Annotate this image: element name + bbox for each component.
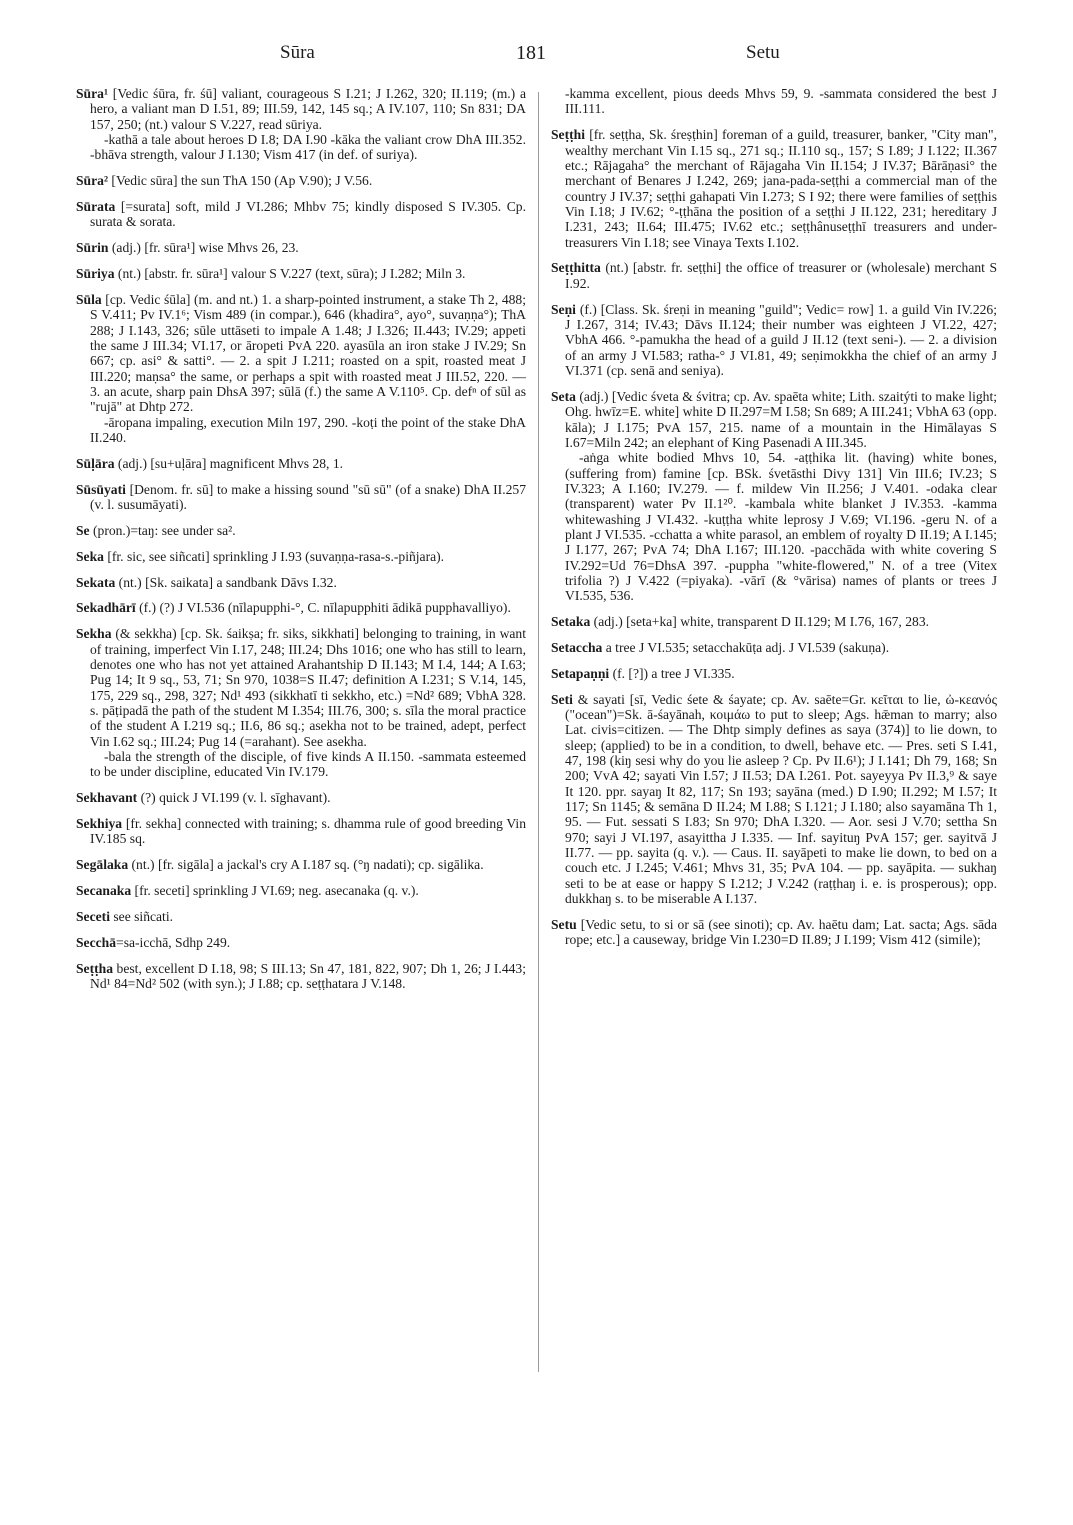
- entry-definition: best, excellent D I.18, 98; S III.13; Sn 47, 181, 822, 907; Dh 1, 26; J I.443; Nd¹ 84=Nd² 502 (with syn.); J I.88; cp. seṭṭhatara J V.148.: [90, 960, 526, 991]
- entry-definition: (& sekkha) [cp. Sk. śaikṣa; fr. siks, sikkhati] belonging to training, in want of training, imperfect Vin I.17, 248; III.24; Dhs 1016; one who has still to learn, denotes one who has not yet attained Arahantship D II.143; M I.4, 144; A I.63; Pug 14; It 9 sq., 53, 71; Sn 970, 1038=S II.47; definition A I.231; S V.14, 145, 175, 229 sq., 298, 327; Nd¹ 493 (sikkhatī ti sekkho, etc.) =Nd² 689; VbhA 328. s. pāṭipadā the path of the student M I.354; III.76, 300; s. sīla the moral practice of the student A I.219 sq.; II.6, 86 sq.; asekha not to be trained, adept, perfect Vin I.62 sq.; III.24; Pug 14 (=arahant). See asekha.: [90, 626, 526, 749]
- entry-headword: Secchā: [76, 934, 117, 950]
- entry-definition: [Denom. fr. sū] to make a hissing sound "sū sū" (of a snake) DhA II.257 (v. l. susumāyati).: [90, 481, 526, 513]
- entry-compounds: -āropana impaling, execution Miln 197, 290. -koṭi the point of the stake DhA II.240.: [90, 414, 526, 446]
- entry-definition: [=surata] soft, mild J VI.286; Mhbv 75; kindly disposed S IV.305. Cp. surata & sorata.: [90, 199, 526, 230]
- entry-definition: see siñcati.: [109, 908, 174, 924]
- entry-headword: Setu: [551, 917, 577, 932]
- dictionary-entry: [76, 549, 526, 564]
- dictionary-entry: [551, 260, 997, 291]
- entry-definition: [fr. sekha] connected with training; s. dhamma rule of good breeding Vin IV.185 sq.: [90, 816, 526, 847]
- entry-headword: Secanaka: [76, 883, 132, 899]
- dictionary-entry: [76, 86, 526, 163]
- dictionary-entry: [76, 857, 526, 872]
- dictionary-entry: [76, 240, 526, 255]
- entry-headword: Sūḷāra: [76, 455, 115, 471]
- entry-definition: (f.) (?) J VI.536 (nīlapupphi-°, C. nīlapupphiti ādikā pupphavalliyo).: [135, 600, 511, 616]
- entry-headword: Seṇi: [551, 301, 576, 317]
- entry-definition: (nt.) [Sk. saikata] a sandbank Dāvs I.32.: [115, 574, 337, 590]
- entry-compounds: -bala the strength of the disciple, of five kinds A II.150. -sammata esteemed to be under discipline, educated Vin IV.179.: [90, 749, 526, 780]
- entry-headword: Sūriya: [76, 266, 115, 282]
- entry-headword: Seṭṭhitta: [551, 260, 601, 276]
- dictionary-entry: [551, 302, 997, 379]
- entry-definition: (?) quick J VI.199 (v. l. sīghavant).: [137, 790, 331, 806]
- entry-definition: & sayati [sī, Vedic śete & śayate; cp. Av. saēte=Gr. κεῖται to lie, ὠ-κεανός ("ocean")=Sk. ā-śayānah, κοιμάω to put to sleep; Ags. hǣman to marry; also Lat. civis=citizen. — The Dhtp simply defines as saya (374)] to lie down, to sleep; (applied) to be in a condition, to dwell, behave etc. — Pres. seti S I.41, 47, 198 (kiŋ sesi why do you lie asleep ? Cp. Pv II.6¹); J I.141; Dh 79, 168; Sn 200; VvA 42; sayati Vin I.57; J II.53; DA I.261. Pot. sayeyya Pv II.3,⁹ & saye It 120. ppr. sayaŋ It 82, 117; Sn 193; sayāna (med.) D I.90; II.292; M I.57; It 117; Sn 1145; & semāna D II.24; M I.88; S I.121; J I.180; also sayamāna Th 1, 95. — Fut. sessati S I.83; Sn 970; DhA I.320. — Aor. sesi J V.70; settha Sn 970; sayi J VI.197, asayittha J I.335. — Inf. sayituŋ PvA 157; ger. sayitvā J II.77. — pp. sayita (q. v.). — Caus. II. sayāpeti to make lie down, to bed on a couch etc. J I.245; V.461; Mhvs 31, 35; PvA 104. — pp. sayāpita. — sukhaŋ seti to be at ease or happy S I.212; J V.242 (raṭṭhaŋ i. e. is prosperous); opp. dukkhaŋ s. to be miserable A I.137.: [565, 691, 997, 907]
- entry-headword: Se: [76, 522, 90, 538]
- entry-definition: (f. [?]) a tree J VI.335.: [609, 665, 735, 681]
- entry-headword: Sekhiya: [76, 816, 123, 832]
- entry-headword: Sūsūyati: [76, 481, 126, 497]
- dictionary-entry: [76, 935, 526, 950]
- dictionary-entry: [76, 523, 526, 538]
- entry-headword: Sūrin: [76, 240, 109, 256]
- dictionary-entry: [551, 86, 997, 117]
- dictionary-entry: [551, 640, 997, 655]
- entry-headword: Sekhavant: [76, 790, 138, 806]
- page-header: [0, 42, 1073, 72]
- column-divider: [538, 92, 539, 1372]
- dictionary-entry: [76, 961, 526, 992]
- entry-headword: Segālaka: [76, 857, 129, 873]
- entry-definition: (f.) [Class. Sk. śreṇi in meaning "guild"; Vedic= row] 1. a guild Vin IV.226; J I.267, 314; IV.43; Dāvs II.124; their number was eighteen J VI.22, 427; VbhA 466. °-pamukha the head of a guild J II.12 (text seni-). — 2. a division of an army J VI.583; ratha-° J VI.81, 49; seṇimokkha the chief of an army J VI.371 (cp. senā and seniya).: [565, 301, 997, 378]
- entry-headword: Sūra²: [76, 173, 109, 189]
- entry-definition: a tree J VI.535; setacchakūṭa adj. J VI.539 (sakuṇa).: [602, 640, 890, 655]
- dictionary-entry: [76, 790, 526, 805]
- entry-definition: =sa-icchā, Sdhp 249.: [116, 934, 231, 950]
- dictionary-entry: [76, 292, 526, 445]
- header-right-guideword: Setu: [746, 42, 780, 63]
- dictionary-entry: [76, 816, 526, 847]
- entry-definition: [fr. sic, see siñcati] sprinkling J I.93 (suvaṇṇa-rasa-s.-piñjara).: [103, 548, 445, 564]
- entry-headword: Sekata: [76, 574, 116, 590]
- entry-compounds: -kathā a tale about heroes D I.8; DA I.90 -kāka the valiant crow DhA III.352. -bhāva strength, valour J I.130; Vism 417 (in def. of suriya).: [90, 132, 526, 163]
- dictionary-entry: [76, 173, 526, 188]
- dictionary-entry: [551, 389, 997, 604]
- entry-definition: (adj.) [fr. sūra¹] wise Mhvs 26, 23.: [108, 240, 299, 256]
- entry-definition: [fr. seṭṭha, Sk. śreṣṭhin] foreman of a guild, treasurer, banker, "City man", wealthy merchant Vin I.15 sq., 271 sq.; II.110 sq., 157; S I.89; J I.122; II.367 etc.; Rājagaha° the merchant of Rājagaha Vin II.154; J IV.37; Bārāṇasi° the merchant of Benares J I.242, 269; jana-pada-seṭṭhi a commercial man of the country J IV.37; seṭṭhi gahapati Vin I.273; S I 92; there were families of seṭṭhis Vin I.18; J IV.62; °-ṭṭhāna the position of a seṭṭhi J II.122, 231; hereditary J I.231, 243; II.64; III.475; IV.62 etc.; seṭṭhânuseṭṭhī treasurers and under-treasurers Vin I.18; see Vinaya Texts I.102.: [565, 127, 997, 250]
- entry-definition: (nt.) [fr. sigāla] a jackal's cry A I.187 sq. (°ŋ nadati); cp. sigālika.: [128, 857, 484, 873]
- entry-definition: (adj.) [seta+ka] white, transparent D II.129; M I.76, 167, 283.: [590, 614, 930, 630]
- dictionary-entry: [76, 266, 526, 281]
- dictionary-entry: [76, 575, 526, 590]
- header-left-guideword: Sūra: [280, 42, 315, 63]
- dictionary-entry: [551, 127, 997, 250]
- left-column: [76, 86, 526, 1002]
- dictionary-entry: [76, 883, 526, 898]
- entry-headword: Seceti: [76, 908, 110, 924]
- entry-definition: (pron.)=taŋ: see under sa².: [89, 522, 236, 538]
- dictionary-entry: [76, 482, 526, 513]
- entry-compounds: -aṅga white bodied Mhvs 10, 54. -aṭṭhika lit. (having) white bones, (suffering from) famine [cp. BSk. śvetāsthi Divy 131] Vin III.6; IV.23; S IV.323; A I.160; IV.279. — f. mildew Vin II.256; J V.401. -odaka clear (transparent) water Pv II.1²⁰. -kambala white blanket J IV.353. -kamma whitewashing J VI.432. -kuṭṭha white leprosy J V.69; VI.196. -geru N. of a plant J VI.535. -cchatta a white parasol, an emblem of royalty D II.19; A I.145; J I.177, 267; PvA 74; DhA I.167; III.120. -pacchāda with white covering S IV.292=Ud 76=DhsA 397. -puppha "white-flowered," N. of a tree (Vitex trifolia ?) J V.422 (=piyaka). -vārī (& °vārisa) names of plants or trees J VI.535, 536.: [565, 450, 997, 604]
- entry-definition: (adj.) [su+uḷāra] magnificent Mhvs 28, 1.: [114, 455, 344, 471]
- entry-definition: [fr. seceti] sprinkling J VI.69; neg. asecanaka (q. v.).: [131, 883, 419, 899]
- entry-definition: (nt.) [abstr. fr. sūra¹] valour S V.227 (text, sūra); J I.282; Miln 3.: [114, 266, 466, 282]
- entry-definition: [cp. Vedic śūla] (m. and nt.) 1. a sharp-pointed instrument, a stake Th 2, 488; S V.411; Pv IV.1⁶; Vism 489 (in compar.), 646 (khadira°, ayo°, suvaṇṇa°); ThA 288; J I.143, 326; sūle uttāseti to impale A 1.48; J I.326; II.443; IV.29; appeti the same J III.34; VI.17, or āropeti PvA 220. ayasūla an iron stake J IV.29; Sn 667; cp. asi° & satti°. — 2. a spit J I.211; roasted on a spit, roasted meat J III.220; maṇsa° the same, or perhaps a spit with roasted meat J III.52, 220. — 3. an acute, sharp pain DhsA 397; sūlā (f.) the same A V.110⁵. Cp. defⁿ of sūl as "rujā" at Dhtp 272.: [90, 291, 526, 415]
- entry-definition: (nt.) [abstr. fr. seṭṭhi] the office of treasurer or (wholesale) merchant S I.92.: [565, 260, 997, 291]
- entry-headword: Seka: [76, 548, 104, 564]
- dictionary-entry: [76, 909, 526, 924]
- dictionary-entry: [551, 614, 997, 629]
- entry-headword: Setaka: [551, 614, 591, 630]
- entry-headword: Setapaṇṇi: [551, 665, 610, 681]
- entry-headword: Seṭṭhi: [551, 127, 585, 143]
- dictionary-entry: [76, 626, 526, 779]
- dictionary-entry: [551, 917, 997, 948]
- entry-headword: Seṭṭha: [76, 960, 114, 976]
- dictionary-entry: [76, 456, 526, 471]
- dictionary-entry: [76, 199, 526, 230]
- entry-headword: Sūla: [76, 291, 102, 307]
- entry-headword: Sekha: [76, 626, 112, 642]
- entry-headword: Sūrata: [76, 199, 116, 215]
- entry-headword: Seti: [551, 691, 573, 707]
- entry-headword: Sūra¹: [76, 86, 109, 101]
- right-column: [551, 86, 997, 958]
- entry-headword: Setaccha: [551, 640, 603, 655]
- entry-headword: Seta: [551, 388, 576, 404]
- entry-definition: [Vedic setu, to si or sā (see sinoti); cp. Av. haētu dam; Lat. sacta; Ags. sāda rope; etc.] a causeway, bridge Vin I.230=D II.89; J I.199; Vism 412 (simile);: [565, 917, 997, 948]
- entry-definition: [Vedic śūra, fr. śū] valiant, courageous S I.21; J I.262, 320; II.119; (m.) a hero, a valiant man D I.51, 89; III.59, 142, 145 sq.; A IV.107, 110; Sn 831; DA 157, 250; (nt.) valour S V.227, read sūriya.: [90, 86, 526, 132]
- entry-definition: -kamma excellent, pious deeds Mhvs 59, 9. -sammata considered the best J III.111.: [565, 86, 997, 117]
- dictionary-entry: [551, 692, 997, 907]
- entry-definition: [Vedic sūra] the sun ThA 150 (Ap V.90); J V.56.: [108, 173, 373, 189]
- entry-headword: Sekadhārī: [76, 600, 136, 616]
- entry-definition: (adj.) [Vedic śveta & śvitra; cp. Av. spaēta white; Lith. szaitýti to make light; Ohg. hwīz=E. white] white D II.297=M I.58; Sn 689; A III.241; VbhA 63 (opp. kāla); J I.175; PvA 157, 215. name of a mountain in the Himālayas S I.67=Miln 242; an elephant of King Pasenadi A III.345.: [565, 388, 997, 450]
- page-number: 181: [516, 42, 546, 64]
- dictionary-entry: [551, 666, 997, 681]
- dictionary-entry: [76, 600, 526, 615]
